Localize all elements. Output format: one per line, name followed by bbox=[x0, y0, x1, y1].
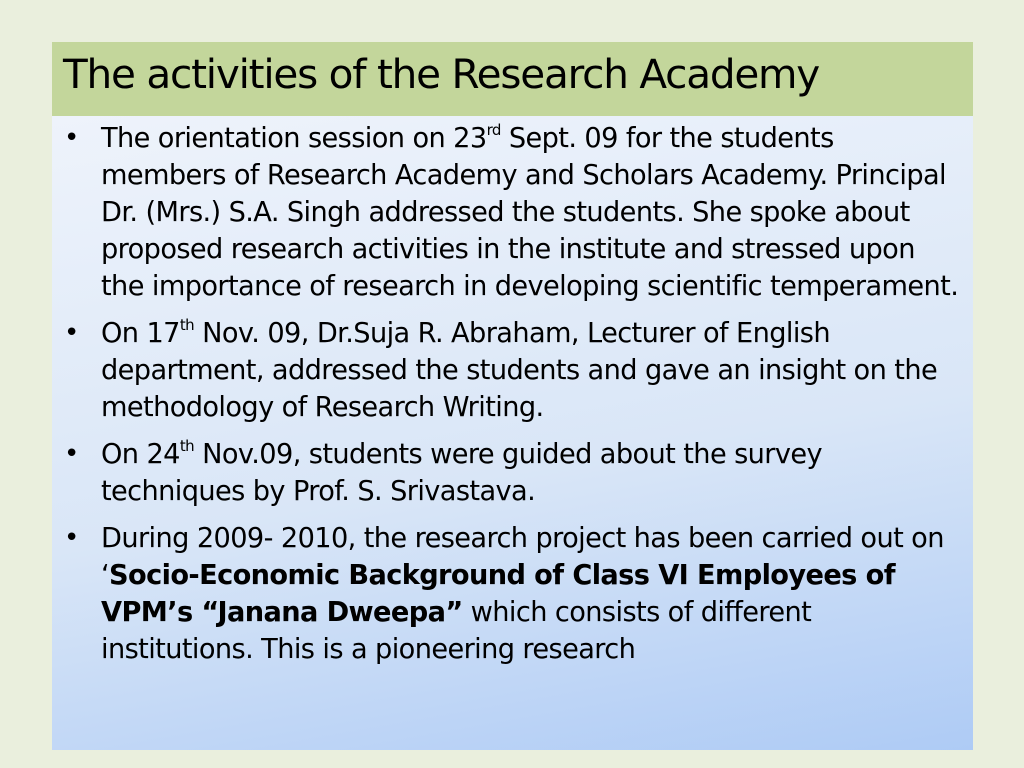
title-bar bbox=[52, 42, 973, 116]
slide bbox=[52, 42, 973, 750]
bullet-icon: • bbox=[64, 439, 79, 469]
bullet-icon: • bbox=[64, 523, 79, 553]
bullet-text: Nov. 09, Dr.Suja R. Abraham, Lecturer of English department, addressed the students and gave an insight on the methodology of Research Writing. bbox=[101, 318, 938, 423]
bullet-item-survey-techniques bbox=[60, 436, 965, 510]
bullet-text: Sept. 09 for the students members of Research Academy and Scholars Academy. Principal Dr. (Mrs.) S.A. Singh addressed the students. She spoke about proposed research activities in the institute and stressed upon the importance of research in developing scientific temperament. bbox=[101, 123, 959, 302]
bullet-text: During 2009- 2010, the research project has been carried out on ‘ bbox=[101, 523, 944, 591]
ordinal-suffix: th bbox=[179, 315, 195, 334]
bullet-item-research-writing bbox=[60, 315, 965, 426]
bullet-list bbox=[60, 120, 965, 668]
bullet-icon: • bbox=[64, 318, 79, 348]
ordinal-suffix: rd bbox=[486, 120, 501, 139]
bullet-text: which consists of different institutions. This is a pioneering research bbox=[101, 597, 812, 665]
bullet-item-research-project bbox=[60, 520, 965, 668]
ordinal-suffix: th bbox=[179, 436, 195, 455]
bullet-text: Nov.09, students were guided about the survey techniques by Prof. S. Srivastava. bbox=[101, 439, 822, 507]
bullet-item-orientation-session bbox=[60, 120, 965, 305]
bullet-text: The orientation session on 23 bbox=[101, 123, 487, 154]
project-title: Socio-Economic Background of Class VI Employees of VPM’s “Janana Dweepa” bbox=[101, 560, 895, 628]
bullet-text: On 24 bbox=[101, 439, 180, 470]
slide-title: The activities of the Research Academy bbox=[63, 50, 820, 98]
bullet-icon: • bbox=[64, 123, 79, 153]
bullet-text: On 17 bbox=[101, 318, 180, 349]
content-box bbox=[52, 116, 973, 750]
